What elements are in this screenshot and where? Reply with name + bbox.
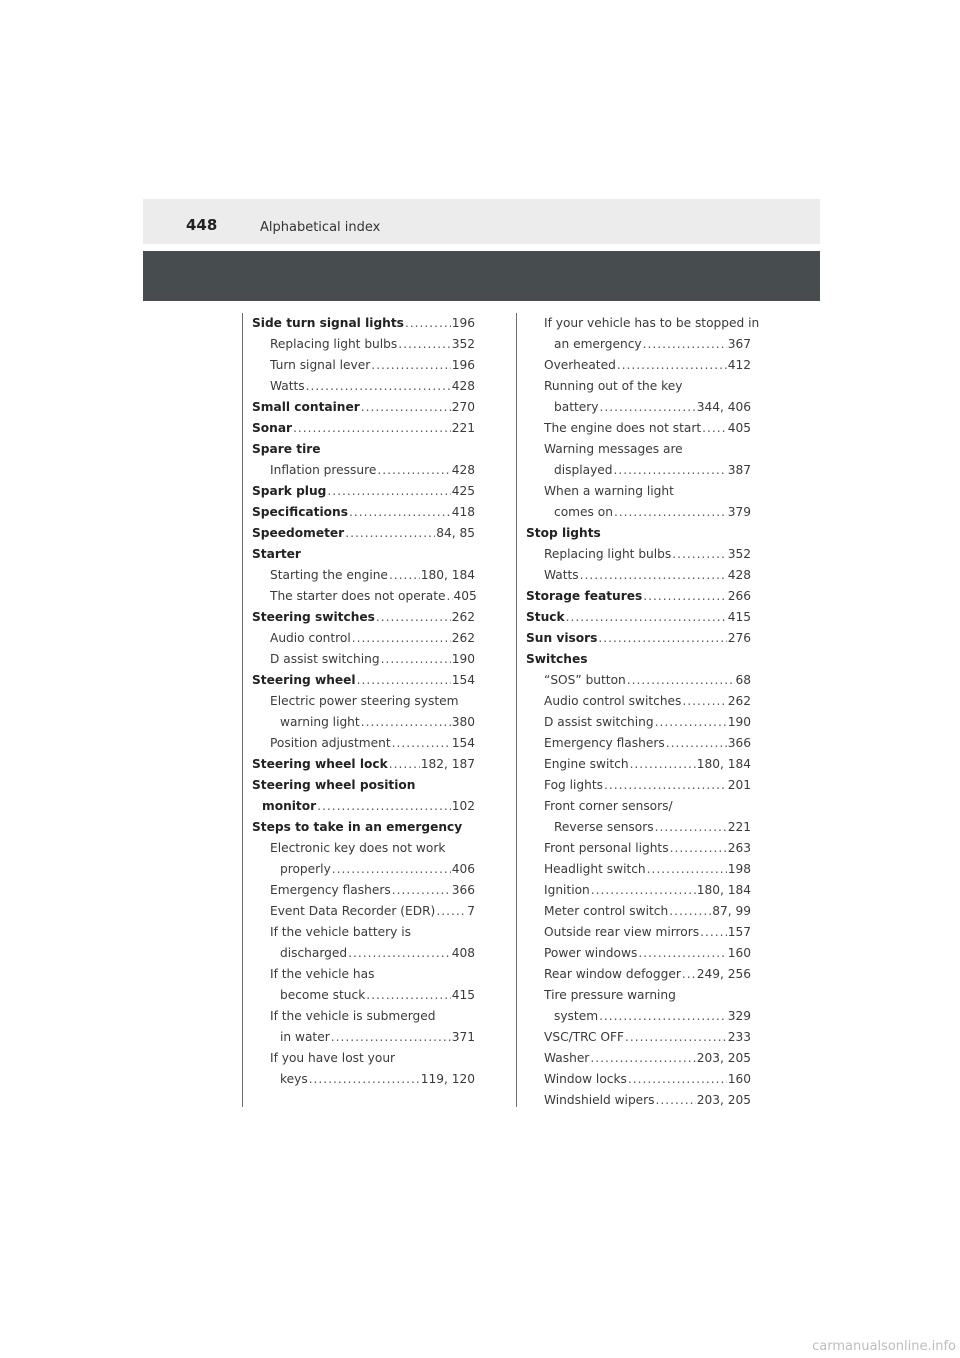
index-subentry <box>517 418 751 439</box>
entry-term: Emergency flashers <box>544 736 665 750</box>
entry-term: VSC/TRC OFF <box>544 1030 624 1044</box>
dot-leader <box>327 481 450 502</box>
entry-term: Starting the engine <box>270 568 388 582</box>
entry-term: The starter does not operate <box>270 589 446 603</box>
index-entry <box>517 523 751 544</box>
entry-page-ref: 379 <box>727 505 751 519</box>
dot-leader <box>361 712 451 733</box>
index-subentry <box>517 1048 751 1069</box>
dot-leader <box>293 418 451 439</box>
entry-term: monitor <box>262 799 317 813</box>
dot-leader <box>666 733 727 754</box>
dot-leader <box>348 943 451 964</box>
entry-term: comes on <box>554 505 613 519</box>
index-entry <box>243 817 475 838</box>
index-subentry <box>517 313 760 334</box>
dot-leader <box>599 1006 727 1027</box>
entry-term: Ignition <box>544 883 590 897</box>
index-subentry <box>517 397 751 418</box>
dot-leader <box>656 1090 696 1111</box>
dot-leader <box>655 712 727 733</box>
index-subentry <box>517 691 751 712</box>
index-subentry <box>243 334 475 355</box>
dot-leader <box>398 334 450 355</box>
entry-term: Overheated <box>544 358 616 372</box>
entry-page-ref: 196 <box>451 316 475 330</box>
index-subentry <box>243 565 475 586</box>
entry-term: D assist switching <box>544 715 654 729</box>
entry-term: Inflation pressure <box>270 463 377 477</box>
entry-term: Reverse sensors <box>554 820 654 834</box>
entry-page-ref: 102 <box>451 799 475 813</box>
entry-term: discharged <box>280 946 348 960</box>
index-subentry <box>243 943 475 964</box>
entry-page-ref: 352 <box>451 337 475 351</box>
index-subentry <box>243 376 475 397</box>
dot-leader <box>682 964 696 985</box>
entry-page-ref: 428 <box>727 568 751 582</box>
entry-page-ref: 344, 406 <box>696 400 751 414</box>
dot-leader <box>352 628 451 649</box>
dot-leader <box>392 880 451 901</box>
index-entry <box>243 670 475 691</box>
entry-page-ref: 7 <box>467 904 475 918</box>
index-entry <box>517 628 751 649</box>
entry-page-ref: 329 <box>727 1009 751 1023</box>
entry-page-ref: 196 <box>451 358 475 372</box>
dot-leader <box>628 1069 727 1090</box>
index-subentry <box>517 901 751 922</box>
index-subentry <box>243 586 475 607</box>
dot-leader <box>376 607 451 628</box>
dot-leader <box>647 859 727 880</box>
index-entry <box>243 607 475 628</box>
entry-term: Turn signal lever <box>270 358 371 372</box>
dot-leader <box>436 901 466 922</box>
entry-page-ref: 119, 120 <box>420 1072 475 1086</box>
dot-leader <box>614 460 727 481</box>
entry-term: displayed <box>554 463 613 477</box>
entry-page-ref: 160 <box>727 1072 751 1086</box>
dot-leader <box>702 418 727 439</box>
entry-page-ref: 190 <box>727 715 751 729</box>
index-subentry <box>517 1006 751 1027</box>
entry-term: Meter control switch <box>544 904 669 918</box>
entry-term: If your vehicle has to be stopped in <box>544 316 760 330</box>
index-subentry <box>517 439 751 460</box>
index-subentry <box>243 901 475 922</box>
index-subentry <box>243 355 475 376</box>
dot-leader <box>309 1069 420 1090</box>
entry-page-ref: 157 <box>727 925 751 939</box>
entry-term: properly <box>280 862 331 876</box>
entry-page-ref: 406 <box>451 862 475 876</box>
entry-page-ref: 221 <box>451 421 475 435</box>
entry-page-ref: 371 <box>451 1030 475 1044</box>
entry-page-ref: 198 <box>727 862 751 876</box>
entry-term: battery <box>554 400 599 414</box>
entry-term: Side turn signal lights <box>252 316 404 330</box>
entry-term: Position adjustment <box>270 736 391 750</box>
entry-term: If you have lost your <box>270 1051 396 1065</box>
index-column-left <box>242 313 475 1107</box>
index-entry <box>243 544 475 565</box>
dot-leader <box>349 502 451 523</box>
dot-leader <box>389 754 420 775</box>
dot-leader <box>638 943 726 964</box>
index-subentry <box>517 670 751 691</box>
index-subentry <box>517 922 751 943</box>
entry-page-ref: 415 <box>451 988 475 1002</box>
index-entry <box>243 523 475 544</box>
entry-page-ref: 180, 184 <box>696 757 751 771</box>
index-subentry <box>243 1069 475 1090</box>
index-entry <box>243 397 475 418</box>
entry-page-ref: 405 <box>727 421 751 435</box>
entry-term: Replacing light bulbs <box>544 547 672 561</box>
dot-leader <box>682 691 726 712</box>
entry-page-ref: 180, 184 <box>696 883 751 897</box>
entry-page-ref: 266 <box>727 589 751 603</box>
entry-page-ref: 367 <box>727 337 751 351</box>
entry-page-ref: 408 <box>451 946 475 960</box>
entry-term: Tire pressure warning <box>544 988 676 1002</box>
index-subentry <box>517 481 751 502</box>
dot-leader <box>405 313 451 334</box>
dot-leader <box>381 649 451 670</box>
index-subentry <box>517 775 751 796</box>
index-subentry <box>243 1006 475 1027</box>
entry-term: Outside rear view mirrors <box>544 925 700 939</box>
entry-term: Event Data Recorder (EDR) <box>270 904 436 918</box>
dot-leader <box>700 922 727 943</box>
entry-term: keys <box>280 1072 308 1086</box>
entry-term: Switches <box>526 652 588 666</box>
entry-page-ref: 201 <box>727 778 751 792</box>
entry-page-ref: 203, 205 <box>696 1093 751 1107</box>
entry-term: become stuck <box>280 988 366 1002</box>
entry-page-ref: 203, 205 <box>696 1051 751 1065</box>
index-entry <box>243 418 475 439</box>
index-subentry <box>243 859 475 880</box>
index-subentry <box>517 355 751 376</box>
page-header <box>143 199 820 244</box>
entry-page-ref: 352 <box>727 547 751 561</box>
entry-page-ref: 263 <box>727 841 751 855</box>
entry-term: If the vehicle battery is <box>270 925 412 939</box>
entry-term: Sun visors <box>526 631 598 645</box>
entry-term: Emergency flashers <box>270 883 391 897</box>
entry-page-ref: 221 <box>727 820 751 834</box>
entry-term: “SOS” button <box>544 673 626 687</box>
entry-page-ref: 84, 85 <box>436 526 475 540</box>
dot-leader <box>566 607 727 628</box>
index-entry <box>517 607 751 628</box>
index-subentry <box>517 880 751 901</box>
entry-term: When a warning light <box>544 484 674 498</box>
dot-leader <box>617 355 727 376</box>
dot-leader <box>580 565 727 586</box>
entry-term: Steering wheel <box>252 673 356 687</box>
index-column-right <box>516 313 760 1107</box>
dot-leader <box>590 1048 695 1069</box>
dot-leader <box>317 796 451 817</box>
entry-term: Stuck <box>526 610 565 624</box>
entry-term: Warning messages are <box>544 442 683 456</box>
entry-page-ref: 412 <box>727 358 751 372</box>
index-subentry <box>243 838 475 859</box>
entry-term: system <box>554 1009 599 1023</box>
index-subentry <box>243 649 475 670</box>
index-subentry <box>517 334 751 355</box>
index-subentry <box>517 1090 751 1111</box>
entry-term: Running out of the key <box>544 379 683 393</box>
entry-term: Window locks <box>544 1072 627 1086</box>
index-subentry <box>517 502 751 523</box>
entry-term: Sonar <box>252 421 293 435</box>
dot-leader <box>306 376 451 397</box>
entry-term: Replacing light bulbs <box>270 337 398 351</box>
index-entry <box>517 649 751 670</box>
entry-page-ref: 154 <box>451 673 475 687</box>
index-subentry <box>243 922 475 943</box>
section-title: Alphabetical index <box>260 220 381 235</box>
entry-page-ref: 233 <box>727 1030 751 1044</box>
dot-leader <box>670 838 727 859</box>
dot-leader <box>591 880 696 901</box>
index-entry <box>243 775 475 796</box>
index-subentry <box>517 985 751 1006</box>
index-entry <box>243 313 475 334</box>
entry-term: Rear window defogger <box>544 967 681 981</box>
index-subentry <box>517 712 751 733</box>
dot-leader <box>625 1027 727 1048</box>
entry-page-ref: 262 <box>451 631 475 645</box>
dot-leader <box>627 670 735 691</box>
entry-page-ref: 87, 99 <box>712 904 751 918</box>
entry-term: Spare tire <box>252 442 321 456</box>
dot-leader <box>361 397 451 418</box>
entry-page-ref: 425 <box>451 484 475 498</box>
dot-leader <box>366 985 450 1006</box>
entry-term: Fog lights <box>544 778 604 792</box>
index-subentry <box>517 964 751 985</box>
index-subentry <box>517 733 751 754</box>
entry-term: Storage features <box>526 589 643 603</box>
index-entry <box>243 481 475 502</box>
index-subentry <box>517 817 751 838</box>
entry-term: warning light <box>280 715 360 729</box>
entry-page-ref: 154 <box>451 736 475 750</box>
index-subentry <box>243 964 475 985</box>
index-subentry <box>517 565 751 586</box>
index-entry <box>243 502 475 523</box>
entry-term: Electric power steering system <box>270 694 459 708</box>
entry-page-ref: 276 <box>727 631 751 645</box>
dot-leader <box>604 775 727 796</box>
index-subentry <box>243 1048 475 1069</box>
dot-leader <box>371 355 450 376</box>
entry-term: Audio control <box>270 631 351 645</box>
entry-page-ref: 366 <box>451 883 475 897</box>
entry-page-ref: 68 <box>735 673 751 687</box>
dot-leader <box>630 754 696 775</box>
dot-leader <box>599 397 695 418</box>
watermark: carmanualsonline.info <box>812 1339 956 1354</box>
index-subentry <box>243 733 475 754</box>
dot-leader <box>447 586 453 607</box>
dot-leader <box>643 334 727 355</box>
entry-page-ref: 428 <box>451 463 475 477</box>
index-subentry <box>243 691 475 712</box>
dot-leader <box>377 460 450 481</box>
entry-page-ref: 387 <box>727 463 751 477</box>
entry-term: Small container <box>252 400 360 414</box>
dot-leader <box>672 544 726 565</box>
entry-term: Stop lights <box>526 526 601 540</box>
dot-leader <box>392 733 451 754</box>
index-subentry <box>243 880 475 901</box>
entry-page-ref: 418 <box>451 505 475 519</box>
dot-leader <box>643 586 726 607</box>
entry-term: Headlight switch <box>544 862 646 876</box>
entry-term: Front personal lights <box>544 841 669 855</box>
index-subentry <box>243 796 475 817</box>
dot-leader <box>669 901 711 922</box>
entry-term: Watts <box>270 379 305 393</box>
entry-term: Watts <box>544 568 579 582</box>
entry-term: Front corner sensors/ <box>544 799 673 813</box>
entry-page-ref: 366 <box>727 736 751 750</box>
index-subentry <box>243 712 475 733</box>
entry-page-ref: 182, 187 <box>420 757 475 771</box>
index-subentry <box>243 628 475 649</box>
index-entry <box>517 586 751 607</box>
entry-term: Washer <box>544 1051 590 1065</box>
index-subentry <box>243 985 475 1006</box>
index-entry <box>243 439 475 460</box>
index-subentry <box>243 1027 475 1048</box>
dot-leader <box>614 502 727 523</box>
dot-leader <box>345 523 435 544</box>
page-number: 448 <box>186 216 218 234</box>
index-subentry <box>517 943 751 964</box>
dot-leader <box>389 565 420 586</box>
entry-page-ref: 405 <box>453 589 477 603</box>
entry-page-ref: 415 <box>727 610 751 624</box>
index-subentry <box>517 544 751 565</box>
entry-term: If the vehicle has <box>270 967 375 981</box>
entry-term: Steering wheel position <box>252 778 416 792</box>
entry-page-ref: 262 <box>727 694 751 708</box>
entry-term: an emergency <box>554 337 642 351</box>
entry-term: Engine switch <box>544 757 629 771</box>
index-subentry <box>517 1027 751 1048</box>
index-subentry <box>517 1069 751 1090</box>
header-band <box>143 251 820 301</box>
entry-term: If the vehicle is submerged <box>270 1009 436 1023</box>
index-subentry <box>517 460 751 481</box>
entry-page-ref: 190 <box>451 652 475 666</box>
entry-page-ref: 380 <box>451 715 475 729</box>
entry-term: Electronic key does not work <box>270 841 446 855</box>
entry-term: Specifications <box>252 505 348 519</box>
entry-term: D assist switching <box>270 652 380 666</box>
entry-term: Steering wheel lock <box>252 757 388 771</box>
entry-page-ref: 180, 184 <box>420 568 475 582</box>
index-subentry <box>243 460 475 481</box>
entry-term: Spark plug <box>252 484 327 498</box>
index-subentry <box>517 838 751 859</box>
dot-leader <box>332 859 451 880</box>
entry-term: Power windows <box>544 946 638 960</box>
entry-term: in water <box>280 1030 330 1044</box>
index-subentry <box>517 796 751 817</box>
entry-term: Steps to take in an emergency <box>252 820 463 834</box>
index-entry <box>243 754 475 775</box>
entry-page-ref: 160 <box>727 946 751 960</box>
entry-page-ref: 249, 256 <box>696 967 751 981</box>
entry-term: Starter <box>252 547 301 561</box>
dot-leader <box>357 670 451 691</box>
entry-term: Windshield wipers <box>544 1093 655 1107</box>
entry-page-ref: 270 <box>451 400 475 414</box>
index-subentry <box>517 754 751 775</box>
index-subentry <box>517 859 751 880</box>
entry-page-ref: 428 <box>451 379 475 393</box>
dot-leader <box>655 817 727 838</box>
entry-term: The engine does not start <box>544 421 702 435</box>
index-subentry <box>517 376 751 397</box>
entry-page-ref: 262 <box>451 610 475 624</box>
entry-term: Steering switches <box>252 610 375 624</box>
dot-leader <box>598 628 726 649</box>
dot-leader <box>331 1027 451 1048</box>
entry-term: Speedometer <box>252 526 345 540</box>
entry-term: Audio control switches <box>544 694 682 708</box>
